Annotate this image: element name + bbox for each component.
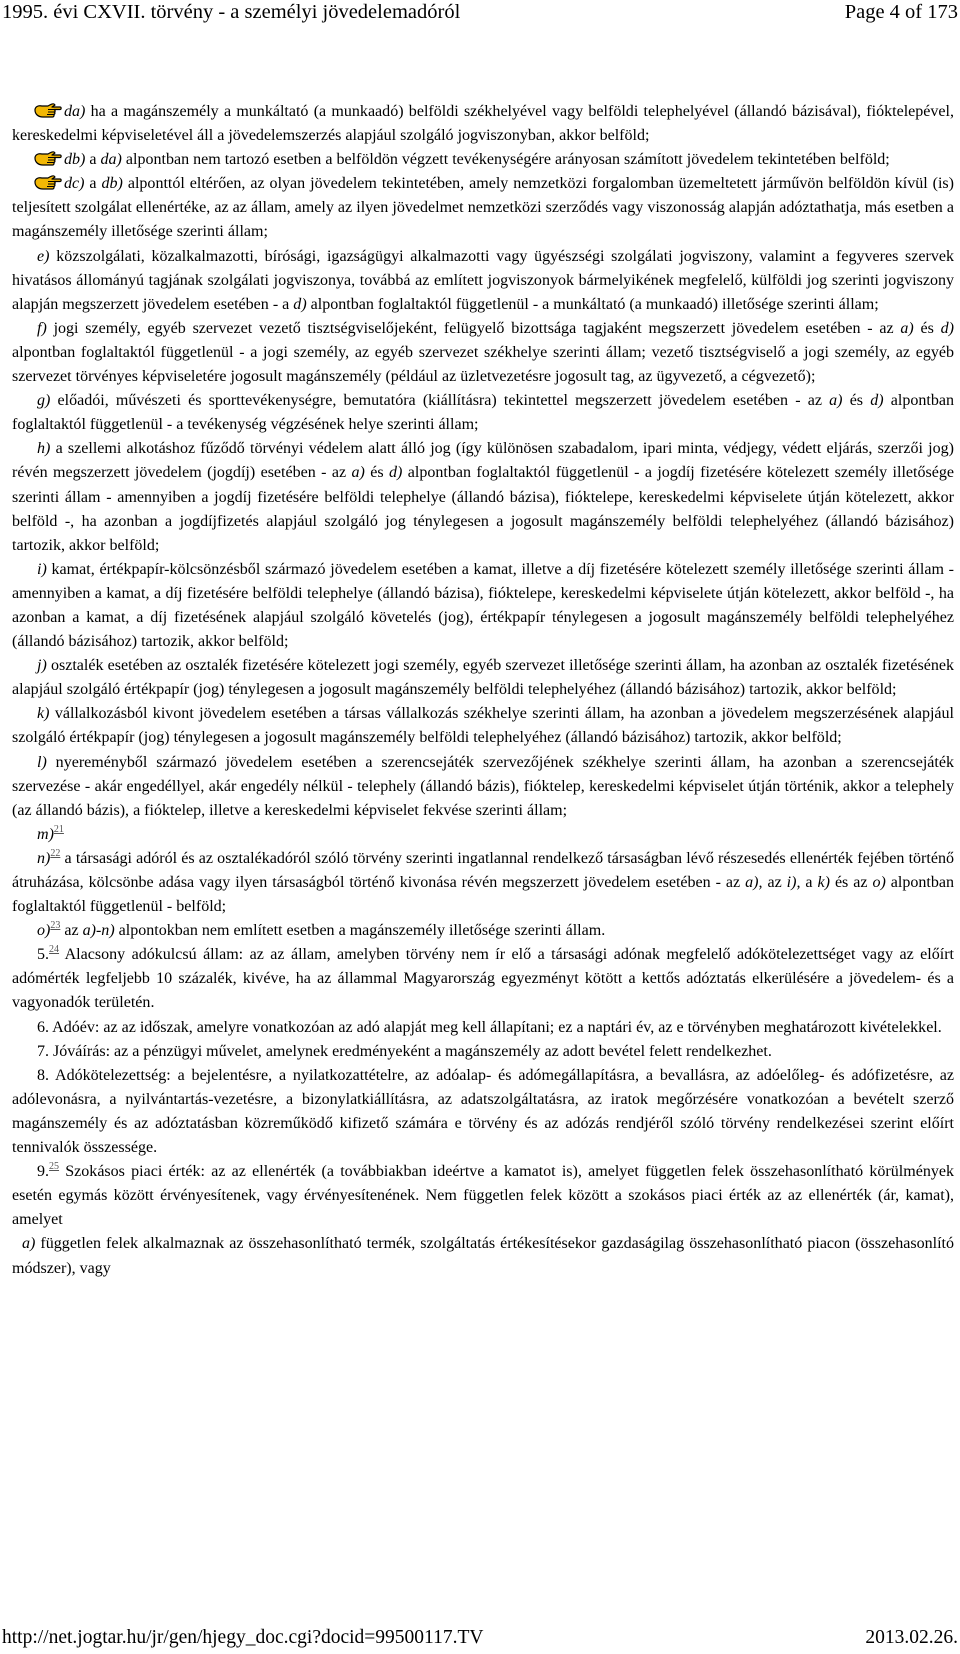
page-footer [0,1626,960,1654]
paragraph-9: 9.25 Szokásos piaci érték: az az ellenérték (a továbbiakban ideértve a kamatot is), amelyet független felek összehasonlítható körülmények esetén egymás között érvényesítenek, vagy érvényesítenének. Nem független felek között a szokásos piaci érték az az ellenérték (ár, kamat), amelyet [12,1161,954,1229]
paragraph-da: da) ha a magánszemély a munkáltató (a munkaadó) belföldi székhelyével vagy belföldi telephelyével (állandó bázisával), fióktelepével, kereskedelmi képviseletével áll a jövedelemszerzés alapjául szolgáló jogviszonyban, akkor belföld; [12,103,954,145]
document-url[interactable]: http://net.jogtar.hu/jr/gen/hjegy_doc.cgi?docid=99500117.TV [2,1627,484,1648]
document-body [12,100,954,1281]
footnote-link[interactable]: 21 [53,823,64,835]
paragraph-db: db) a da) alpontban nem tartozó esetben a belföldön végzett tevékenységére arányosan számított jövedelem tekintetében belföld; [12,148,954,172]
paragraph-8: 8. Adókötelezettség: a bejelentésre, a nyilatkozattételre, az adóalap- és adómegállapításra, a bevallásra, az adóelőleg- és adófizetésre, az adólevonásra, a nyilvántartás-vezetésre, a bizonylatkiállításra, az adatszolgáltatásra, az iratok megőrzésére vonatkozóan a bevételt szerző magánszemély és az adóztatásban közreműködő kifizető számára e törvény és az adózás rendjéről szóló törvény rendelkezései szerint előírt tennivalók összessége. [12,1066,954,1157]
document-title: 1995. évi CXVII. törvény - a személyi jövedelemadóról [2,1,461,23]
paragraph-h: h) a szellemi alkotáshoz fűződő törvényi védelem alatt álló jog (így különösen szabadalom, ipari minta, védjegy, védett eljárás, szerzői jog) révén megszerzett jövedelem (jogdíj) esetében - az a) és d) alpontban foglaltaktól függetlenül - a jogdíj fizetésére kötelezett személy illetősége szerinti állam - amennyiben a jogdíj fizetésére belföldi telephelye (állandó bázisa), fióktelepe, kereskedelmi képviselete útján kötelezett, akkor belföld -, ha azonban a jogdíjfizetés alapjául szolgáló jog ténylegesen a jogosult magánszemély belföldi telephelyéhez (állandó bázisához) tartozik, akkor belföld; [12,440,954,554]
paragraph-m: m)$^{21}$ [37,823,64,843]
print-date: 2013.02.26. [865,1627,958,1648]
paragraph-e: e) közszolgálati, közalkalmazotti, bírósági, igazságügyi alkalmazotti vagy ügyészségi szolgálati jogviszony, valamint a fegyveres szervek hivatásos állományú tagjának szolgálati jogviszonya, továbbá az említett jogviszonyok bármelyikének megfelelő, külföldi jog szerinti jogviszony alapján megszerzett jövedelem esetében - a d) alpontban foglaltaktól függetlenül - a munkáltató (a munkaadó) illetősége szerinti állam; [12,247,954,313]
footnote-link[interactable]: 25 [49,1161,60,1173]
footnote-link[interactable]: 24 [49,944,60,956]
page-header [0,0,960,30]
paragraph-g: g) előadói, művészeti és sporttevékenységre, bemutatóra (kiállításra) tekintettel megszerzett jövedelem esetében - az a) és d) alpontban foglaltaktól függetlenül - a tevékenység végzésének helye szerinti állam; [12,392,954,434]
paragraph-7: 7. Jóváírás: az a pénzügyi művelet, amelynek eredményeként a magánszemély az adott bevétel felett rendelkezhet. [37,1042,772,1060]
paragraph-n: n)$^{22}$ a társasági adóról és az osztalékadóról szóló törvény szerinti ingatlannal rendelkező társaságban lévő részesedés ellenérték fejében történő átruházása, kölcsönbe adása vagy ilyen társaságból történő kivonása révén megszerzett jövedelem esetében - az a), az i), a k) és az o) alpontban foglaltaktól függetlenül - belföld; [12,847,955,916]
pointing-hand-icon[interactable] [34,101,62,119]
paragraph-k: k) vállalkozásból kivont jövedelem esetében a társas vállalkozás székhelye szerinti állam, ha azonban a jövedelem megszerzésének alapjául szolgáló értékpapír (jog) ténylegesen a jogosult magánszemély belföldi telephelyéhez (állandó bázisához) tartozik, akkor belföld; [12,705,954,747]
page-indicator: Page 4 of 173 [844,1,958,23]
paragraph-6: 6. Adóév: az az időszak, amelyre vonatkozóan az adó alapját meg kell állapítani; ez a naptári év, az e törvényben meghatározott kivételekkel. [37,1018,942,1036]
paragraph-i: i) kamat, értékpapír-kölcsönzésből származó jövedelem esetében a kamat, illetve a díj fizetésére kötelezett személy illetősége szerinti állam - amennyiben a kamat, a díj fizetésére belföldi telephelye (állandó bázisa), fióktelepe, kereskedelmi képviselete útján kötelezett, akkor belföld -, ha azonban a kamat, a díj fizetésének alapjául szolgáló követelés (jog), értékpapír ténylegesen a jogosult magánszemély belföldi telephelyéhez (állandó bázisához) tartozik, akkor belföld; [12,560,954,651]
paragraph-l: l) nyereményből származó jövedelem esetében a szerencsejáték szervezőjének székhelye szerinti állam, ha azonban a szerencsejáték szervezése - akár engedéllyel, akár engedély nélkül - telephely (állandó bázis), fióktelep, kereskedelmi képviselet útján történik, akkor a telephely (az állandó bázis), a fióktelep, illetve a kereskedelmi képviselet fekvése szerinti állam; [12,753,954,819]
pointing-hand-icon[interactable] [34,149,62,167]
paragraph-j: j) osztalék esetében az osztalék fizetésére kötelezett jogi személy, egyéb szervezet illetősége szerinti állam, ha azonban az osztalék fizetésének alapjául szolgáló értékpapír (jog) ténylegesen a jogosult magánszemély belföldi telephelyéhez (állandó bázisához) tartozik, akkor belföld; [12,657,954,699]
paragraph-o: o)$^{23}$ az a)-n) alpontokban nem említett esetben a magánszemély illetősége szerinti állam. [37,920,606,940]
pointing-hand-icon[interactable] [34,173,62,191]
footnote-link[interactable]: 22 [50,847,61,859]
paragraph-dc: dc) a db) alponttól eltérően, az olyan jövedelem tekintetében, amely nemzetközi forgalomban üzemeltetett járművön belföldön kívül (is) teljesített szolgálat ellenértéke, az az állam, amely az ilyen jövedelmet nemzetközi szerződés vagy viszonosság alapján adóztathatja, más esetben a magánszemély illetősége szerinti állam; [12,175,954,241]
paragraph-5: 5.24 Alacsony adókulcsú állam: az az állam, amelyben törvény nem ír elő a társasági adónak megfelelő adókötelezettséget vagy az előírt adómérték legfeljebb 10 százalék, kivéve, ha az állammal Magyarország egyezményt kötött a kettős adóztatás elkerülésére a jövedelem- és a vagyonadók területén. [12,944,954,1012]
paragraph-9a: a) független felek alkalmaznak az összehasonlítható termék, szolgáltatás értékesítésekor gazdaságilag összehasonlítható piacon (összehasonlító módszer), vagy [12,1235,954,1277]
paragraph-f: f) jogi személy, egyéb szervezet vezető tisztségviselőjeként, felügyelő bizottsága tagjaként megszerzett jövedelem esetében - az a) és d) alpontban foglaltaktól függetlenül - a jogi személy, az egyéb szervezet székhelye szerinti állam; vezető tisztségviselő a jogi személy, az egyéb szervezet törvényes képviseletére jogosult magánszemély (például az üzletvezetésre jogosult tag, az ügyvezető, a cégvezető); [12,319,954,386]
footnote-link[interactable]: 23 [50,920,61,932]
